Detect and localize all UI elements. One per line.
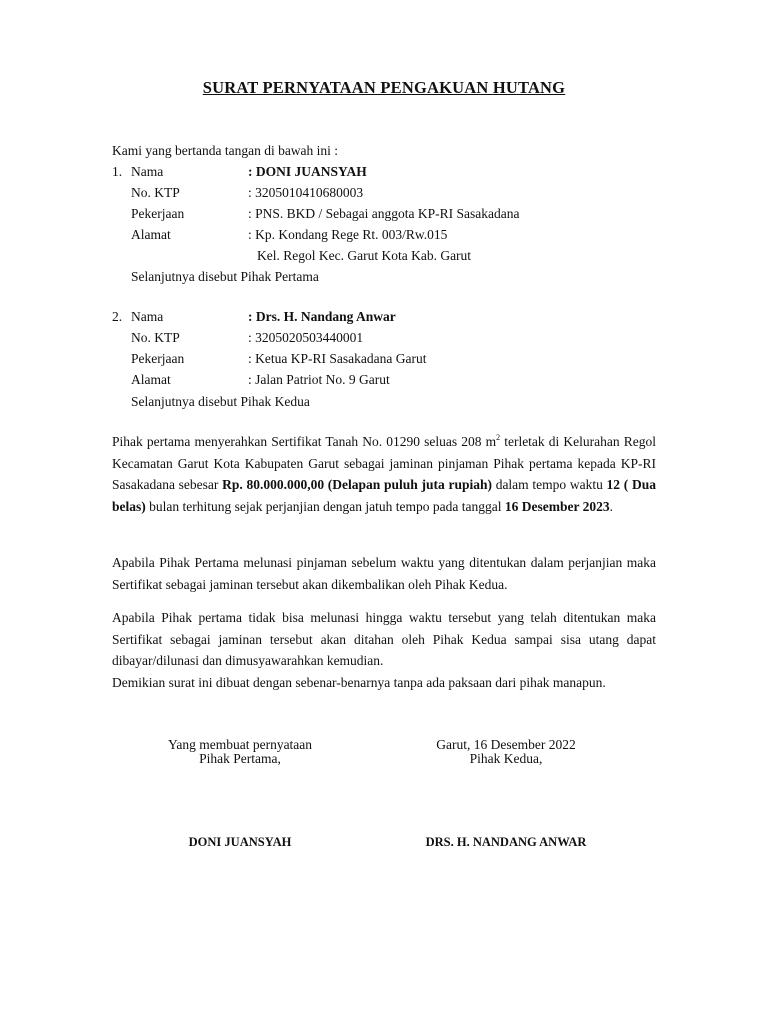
party2-designation: Selanjutnya disebut Pihak Kedua bbox=[131, 394, 310, 409]
party2-ktp-value: : 3205020503440001 bbox=[248, 330, 364, 345]
party1-address-value: : Kp. Kondang Rege Rt. 003/Rw.015 bbox=[248, 227, 448, 242]
intro-text: Kami yang bertanda tangan di bawah ini : bbox=[112, 143, 339, 158]
party1-name-value: : DONI JUANSYAH bbox=[248, 164, 367, 179]
loan-term: 12 ( Dua belas) bbox=[112, 477, 656, 514]
signature-right-line1: Garut, 16 Desember 2022 bbox=[436, 737, 576, 752]
paragraph-closing: Demikian surat ini dibuat dengan sebenar-benarnya tanpa ada paksaan dari pihak manapun. bbox=[112, 675, 606, 690]
party2-address-value: : Jalan Patriot No. 9 Garut bbox=[248, 372, 390, 387]
party1-number: 1. bbox=[112, 164, 123, 179]
document-title: SURAT PERNYATAAN PENGAKUAN HUTANG bbox=[202, 78, 566, 97]
party1-address-cont: Kel. Regol Kec. Garut Kota Kab. Garut bbox=[257, 248, 472, 263]
party2-address-label: Alamat bbox=[131, 372, 171, 387]
para1-text-4: bulan terhitung sejak perjanjian dengan jatuh tempo pada tanggal bbox=[145, 498, 505, 514]
para1-text-5: . bbox=[609, 498, 613, 514]
para1-superscript: 2 bbox=[496, 433, 501, 442]
signature-left-block bbox=[140, 738, 340, 766]
party2-ktp-label: No. KTP bbox=[131, 330, 180, 345]
party2-job-label: Pekerjaan bbox=[131, 351, 185, 366]
party1-address-label: Alamat bbox=[131, 227, 171, 242]
signature-left-line1: Yang membuat pernyataan bbox=[167, 737, 313, 752]
party2-name-value: : Drs. H. Nandang Anwar bbox=[248, 309, 396, 324]
party2-number: 2. bbox=[112, 309, 123, 324]
party1-designation: Selanjutnya disebut Pihak Pertama bbox=[131, 269, 319, 284]
para1-text-1: Pihak pertama menyerahkan Sertifikat Tanah No. 01290 seluas 208 m bbox=[112, 434, 497, 449]
due-date: 16 Desember 2023 bbox=[504, 498, 610, 514]
paragraph-default: Apabila Pihak pertama tidak bisa melunasi hingga waktu tersebut yang telah ditentukan maka Sertifikat sebagai jaminan tersebut akan ditahan oleh Pihak Kedua sampai sisa utang dapat dibayar/dilunasi dan dimusyawarahkan kemudian. bbox=[112, 610, 656, 668]
party2-job-value: : Ketua KP-RI Sasakadana Garut bbox=[248, 351, 427, 366]
party1-ktp-label: No. KTP bbox=[131, 185, 180, 200]
party1-ktp-value: : 3205010410680003 bbox=[248, 185, 364, 200]
signature-left-name: DONI JUANSYAH bbox=[188, 835, 292, 849]
para1-text-2: terletak di Kelurahan Regol Kecamatan Garut Kota Kabupaten Garut sebagai jaminan pinjaman Pihak pertama kepada KP-RI Sasakadana sebesar bbox=[112, 434, 656, 492]
loan-amount: Rp. 80.000.000,00 (Delapan puluh juta rupiah) bbox=[222, 477, 492, 492]
party1-job-value: : PNS. BKD / Sebagai anggota KP-RI Sasakadana bbox=[248, 206, 520, 221]
signature-right-block bbox=[406, 738, 606, 766]
signature-left-line2: Pihak Pertama, bbox=[199, 751, 281, 766]
party1-name-label: Nama bbox=[131, 164, 164, 179]
signature-right-line2: Pihak Kedua, bbox=[469, 751, 543, 766]
para1-text-3: dalam tempo waktu bbox=[491, 477, 607, 492]
party2-name-label: Nama bbox=[131, 309, 164, 324]
paragraph-early-repayment: Apabila Pihak Pertama melunasi pinjaman sebelum waktu yang ditentukan dalam perjanjian maka Sertifikat sebagai jaminan tersebut akan dikembalikan oleh Pihak Kedua. bbox=[112, 555, 656, 592]
paragraph-collateral bbox=[112, 431, 656, 517]
signature-right-name: DRS. H. NANDANG ANWAR bbox=[425, 835, 587, 849]
party1-job-label: Pekerjaan bbox=[131, 206, 185, 221]
